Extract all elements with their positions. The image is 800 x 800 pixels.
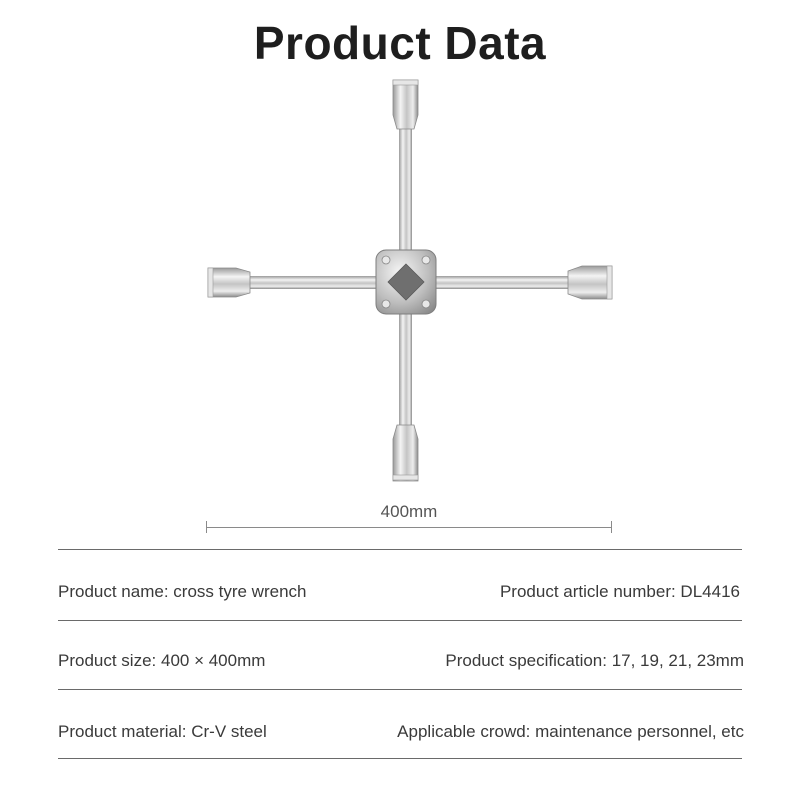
divider (58, 689, 742, 690)
divider (58, 549, 742, 550)
spec-row (58, 582, 744, 612)
dimension-line (206, 527, 612, 528)
product-material: Product material: Cr-V steel (58, 722, 267, 741)
product-name: Product name: cross tyre wrench (58, 582, 307, 601)
dimension-tick-left (206, 521, 207, 533)
dimension-label: 400mm (380, 502, 438, 521)
page-title: Product Data (253, 17, 547, 69)
cross-wrench-image (180, 70, 640, 490)
dimension-indicator (204, 500, 614, 540)
product-size: Product size: 400 × 400mm (58, 651, 266, 670)
spec-row (58, 722, 744, 752)
dimension-tick-right (611, 521, 612, 533)
product-specification: Product specification: 17, 19, 21, 23mm (445, 651, 744, 670)
divider (58, 758, 742, 759)
center-hub (376, 250, 436, 314)
applicable-crowd: Applicable crowd: maintenance personnel, etc (397, 722, 744, 741)
spec-row (58, 651, 744, 681)
product-article-number: Product article number: DL4416 (499, 582, 740, 601)
divider (58, 620, 742, 621)
